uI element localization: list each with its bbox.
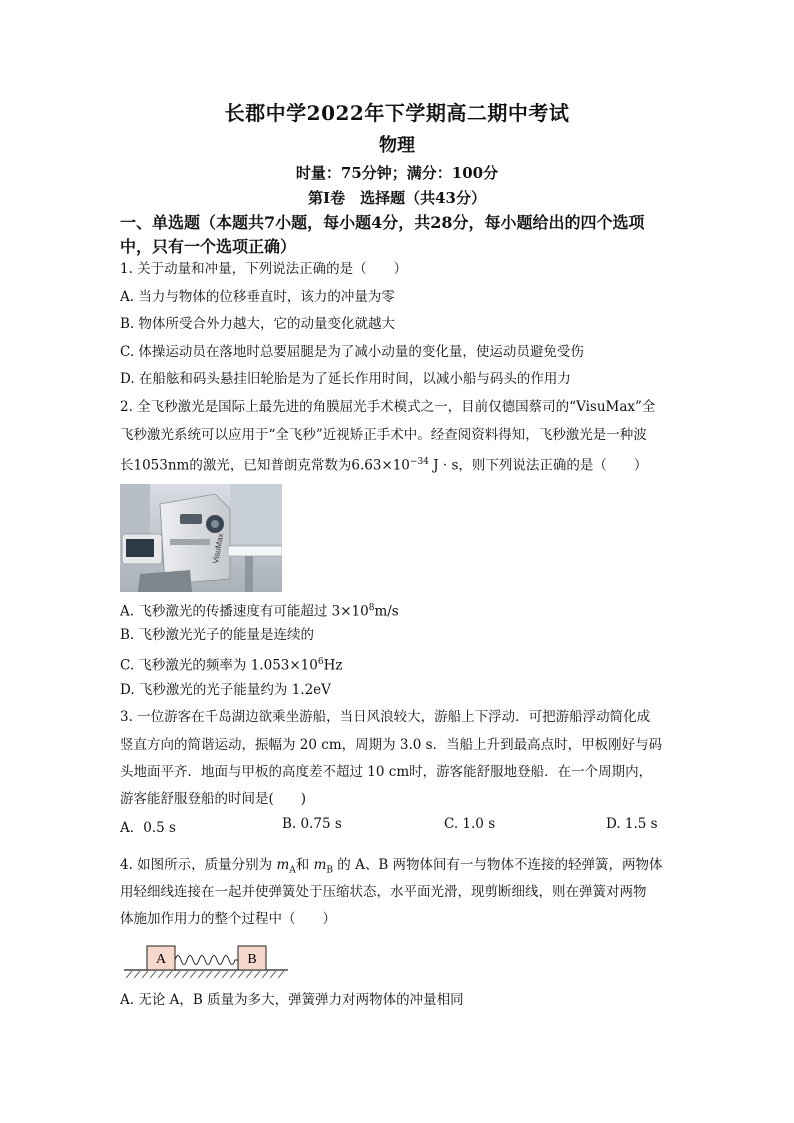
device-label: VisuMax bbox=[211, 532, 226, 565]
q3-options bbox=[120, 816, 680, 836]
q4-stem-line2: 用轻细线连接在一起并使弹簧处于压缩状态，水平面光滑，现剪断细线，则在弹簧对两物 bbox=[120, 884, 647, 900]
time-info: 时量：75分钟；满分：100分 bbox=[295, 164, 499, 182]
q3-option-b: B. 0.75 s bbox=[282, 816, 342, 832]
compressed-spring bbox=[175, 956, 238, 965]
q3-stem-line1: 3. 一位游客在千岛湖边欲乘坐游船，当日风浪较大，游船上下浮动．可把游船浮动简化成 bbox=[120, 709, 651, 725]
subject-title: 物理 bbox=[379, 135, 415, 156]
q4-stem-line1: 4. 如图所示，质量分别为 $m_A$和 $m_B$ 的 A、B 两物体间有一与物体不连接的轻弹簧，两物体 bbox=[120, 857, 663, 876]
q2-stem-line2: 飞秒激光系统可以应用于“全飞秒”近视矫正手术中。经查阅资料得知，飞秒激光是一种波 bbox=[120, 427, 647, 443]
laser-device-photo bbox=[120, 484, 282, 592]
q3-option-a: A．0.5 s bbox=[120, 820, 176, 836]
q3-option-c: C. 1.0 s bbox=[444, 816, 496, 832]
q2-option-d: D. 飞秒激光的光子能量约为 1.2eV bbox=[120, 682, 331, 698]
q2-stem-line1: 2. 全飞秒激光是国际上最先进的角膜屈光手术模式之一，目前仅德国蔡司的“VisuMax”全 bbox=[120, 399, 656, 415]
q3-stem-line2: 竖直方向的简谐运动，振幅为 20 cm，周期为 3.0 s．当船上升到最高点时，甲板刚好与码 bbox=[120, 737, 663, 753]
q2-option-c: C. 飞秒激光的频率为 $1.053\times 10^6Hz$ bbox=[120, 657, 343, 674]
q1-option-b: B. 物体所受合外力越大，它的动量变化就越大 bbox=[120, 316, 396, 332]
q3-stem-line3: 头地面平齐．地面与甲板的高度差不超过 10 cm时，游客能舒服地登船．在一个周期内， bbox=[120, 764, 653, 780]
q2-stem-line3: 长1053nm的激光，已知普朗克常数为$6.63\times 10^{-34}$ J · s，则下列说法正确的是（ ） bbox=[120, 457, 648, 474]
q1-option-a: A. 当力与物体的位移垂直时，该力的冲量为零 bbox=[120, 289, 395, 305]
exam-title: 长郡中学2022年下学期高二期中考试 bbox=[224, 101, 570, 125]
q1-stem: 1. 关于动量和冲量，下列说法正确的是（ ） bbox=[120, 261, 408, 277]
q3-stem-line4: 游客能舒服登船的时间是( ) bbox=[120, 791, 307, 807]
q4-stem-line3: 体施加作用力的整个过程中（ ） bbox=[120, 911, 336, 927]
block-b-label: B bbox=[247, 952, 257, 967]
section-heading-line2: 中，只有一个选项正确） bbox=[120, 237, 297, 256]
q2-option-b: B. 飞秒激光光子的能量是连续的 bbox=[120, 627, 315, 643]
q3-option-d: D. 1.5 s bbox=[606, 816, 658, 832]
q4-option-a: A. 无论 A，B 质量为多大，弹簧弹力对两物体的冲量相同 bbox=[120, 992, 464, 1008]
volume-title: 第Ⅰ卷 选择题（共43分） bbox=[308, 189, 486, 207]
spring-blocks-diagram bbox=[120, 942, 290, 982]
q1-option-c: C. 体操运动员在落地时总要屈腿是为了减小动量的变化量，使运动员避免受伤 bbox=[120, 344, 584, 360]
section-heading-line1: 一、单选题（本题共7小题，每小题4分，共28分，每小题给出的四个选项 bbox=[120, 213, 645, 232]
q2-option-a: A. 飞秒激光的传播速度有可能超过 $3\times 10^8m/s$ bbox=[120, 603, 399, 620]
block-a-label: A bbox=[155, 952, 167, 967]
q1-option-d: D. 在船舷和码头悬挂旧轮胎是为了延长作用时间，以减小船与码头的作用力 bbox=[120, 371, 571, 387]
